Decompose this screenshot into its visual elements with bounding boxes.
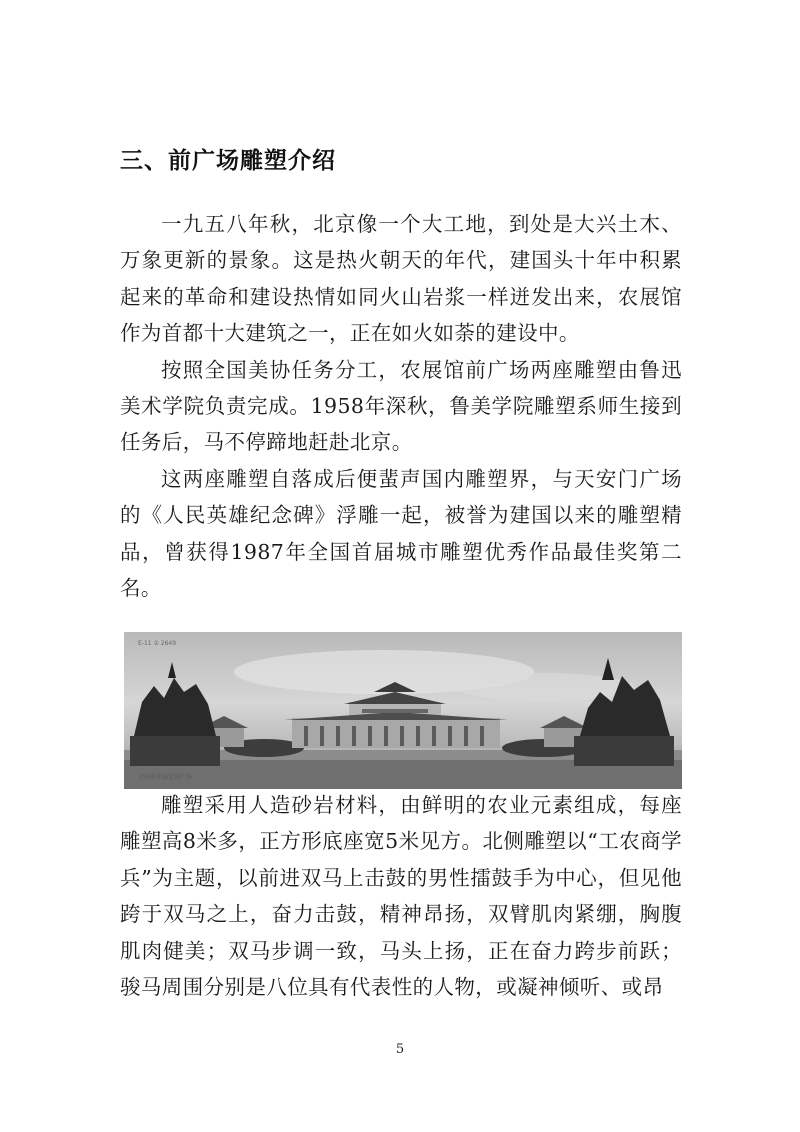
section-heading: 三、前广场雕塑介绍 <box>120 148 336 174</box>
paragraph-reputation: 这两座雕塑自落成后便蜚声国内雕塑界，与天安门广场的《人民英雄纪念碑》浮雕一起，被誉为建国以来的雕塑精品，曾获得1987年全国首届城市雕塑优秀作品最佳奖第二名。 <box>120 466 682 601</box>
sculpture-text-block <box>120 787 682 1005</box>
page-number: 5 <box>395 1042 405 1057</box>
paragraph-sculpture-description: 雕塑采用人造砂岩材料，由鲜明的农业元素组成，每座雕塑高8米多，正方形底座宽5米见方。北侧雕塑以“工农商学兵”为主题，以前进双马上击鼓的男性擂鼓手为中心，但见他跨于双马之上，奋力击鼓，精神昂扬，双臂肌肉紧绷，胸腹肌肉健美；双马步调一致，马头上扬，正在奋力跨步前跃；骏马周围分别是八位具有代表性的人物，或凝神倾听、或昂 <box>120 793 682 1000</box>
plaza-sculpture-photo <box>124 632 682 789</box>
intro-text-block <box>120 206 682 606</box>
paragraph-assignment: 按照全国美协任务分工，农展馆前广场两座雕塑由鲁迅美术学院负责完成。1958年深秋，鲁美学院雕塑系师生接到任务后，马不停蹄地赶赴北京。 <box>120 357 682 455</box>
paragraph-history: 一九五八年秋，北京像一个大工地，到处是大兴土木、万象更新的景象。这是热火朝天的年代，建国头十年中积累起来的革命和建设热情如同火山岩浆一样迸发出来，农展馆作为首都十大建筑之一，正在如火如荼的建设中。 <box>120 212 682 346</box>
photo-illustration <box>124 632 682 789</box>
photo-caption: 全国农业展览馆广场 <box>138 774 193 781</box>
photo-stamp: E-11 ① 2649 <box>138 640 177 647</box>
